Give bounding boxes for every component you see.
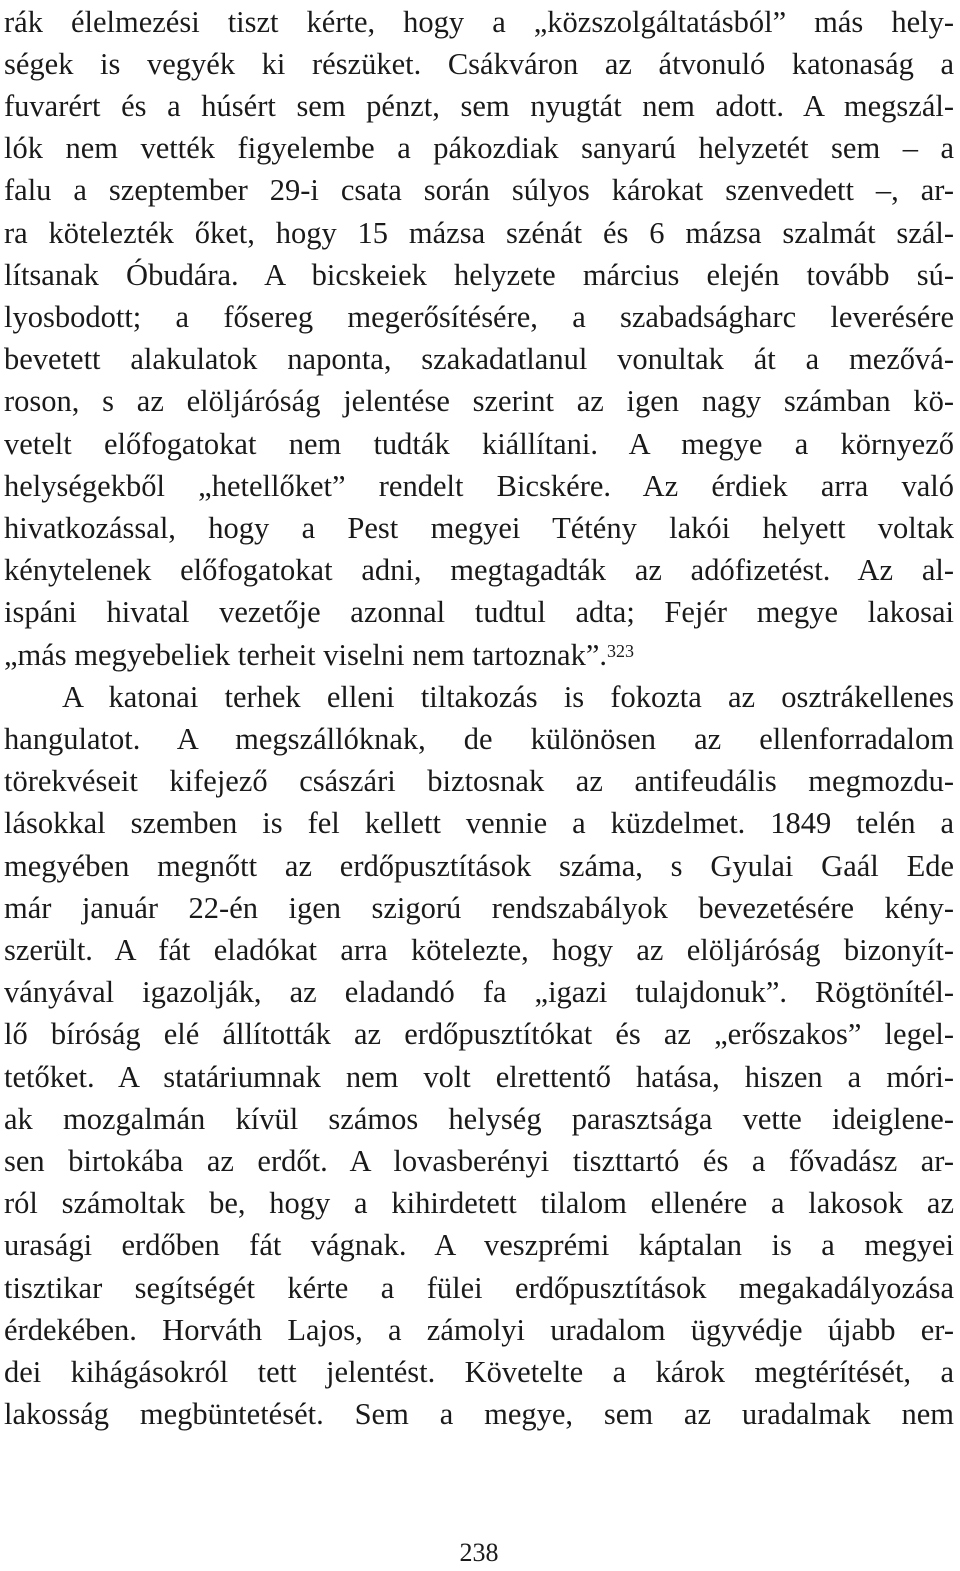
text-line: lyosbodott; a fősereg megerősítésére, a szabadságharc leverésére (4, 300, 954, 334)
document-page (4, 0, 954, 1571)
text-line-indent: A katonai terhek elleni tiltakozás is fokozta az osztrákellenes (62, 680, 954, 714)
text-line: már január 22-én igen szigorú rendszabályok bevezetésére kény- (4, 891, 954, 925)
page-number: 238 (459, 1538, 499, 1567)
text-line: ra kötelezték őket, hogy 15 mázsa szénát és 6 mázsa szalmát szál- (4, 216, 954, 250)
text-line: dei kihágásokról tett jelentést. Követelte a károk megtérítését, a (4, 1355, 954, 1389)
text-line: tisztikar segítségét kérte a fülei erdőpusztítások megakadályozása (4, 1271, 954, 1305)
text-line: lítsanak Óbudára. A bicskeiek helyzete március elején tovább sú- (4, 258, 954, 292)
text-line: vetelt előfogatokat nem tudták kiállítani. A megye a környező (4, 427, 954, 461)
text-line: helységekből „hetellőket” rendelt Bicskére. Az érdiek arra való (4, 469, 954, 503)
text-line: hivatkozással, hogy a Pest megyei Tétény lakói helyett voltak (4, 511, 954, 545)
text-line: törekvéseit kifejező császári biztosnak az antifeudális megmozdu- (4, 764, 954, 798)
text-line: hangulatot. A megszállóknak, de különösen az ellenforradalom (4, 722, 954, 756)
text-line: ak mozgalmán kívül számos helység parasztsága vette ideiglene- (4, 1102, 954, 1136)
text-line: tetőket. A statáriumnak nem volt elrettentő hatása, hiszen a móri- (4, 1060, 954, 1094)
text-line: ványával igazolják, az eladandó fa „igazi tulajdonuk”. Rögtönítél- (4, 975, 954, 1009)
text-line: bevetett alakulatok naponta, szakadatlanul vonultak át a mezővá- (4, 342, 954, 376)
text-line: érdekében. Horváth Lajos, a zámolyi uradalom ügyvédje újabb er- (4, 1313, 954, 1347)
text-line: urasági erdőben fát vágnak. A veszprémi káptalan is a megyei (4, 1228, 954, 1262)
text-line: ségek is vegyék ki részüket. Csákváron az átvonuló katonaság a (4, 47, 954, 81)
text-line: roson, s az elöljáróság jelentése szerint az igen nagy számban kö- (4, 384, 954, 418)
text-line-content: „más megyebeliek terheit viselni nem tartoznak”. (4, 638, 607, 672)
text-line: falu a szeptember 29-i csata során súlyos károkat szenvedett –, ar- (4, 173, 954, 207)
text-line: lásokkal szemben is fel kellett vennie a küzdelmet. 1849 telén a (4, 806, 954, 840)
text-line: sen birtokába az erdőt. A lovasberényi tiszttartó és a fővadász ar- (4, 1144, 954, 1178)
text-line: lő bíróság elé állították az erdőpusztítókat és az „erőszakos” legel- (4, 1017, 954, 1051)
text-line: fuvarért és a húsért sem pénzt, sem nyugtát nem adott. A megszál- (4, 89, 954, 123)
text-line-last (4, 633, 954, 677)
text-line: kénytelenek előfogatokat adni, megtagadták az adófizetést. Az al- (4, 553, 954, 587)
text-line: szerült. A fát eladókat arra kötelezte, hogy az elöljáróság bizonyít- (4, 933, 954, 967)
text-line: rák élelmezési tiszt kérte, hogy a „közszolgáltatásból” más hely- (4, 5, 954, 39)
text-line: ispáni hivatal vezetője azonnal tudtul adta; Fejér megye lakosai (4, 595, 954, 629)
text-line: lók nem vették figyelembe a pákozdiak sanyarú helyzetét sem – a (4, 131, 954, 165)
text-line: megyében megnőtt az erdőpusztítások száma, s Gyulai Gaál Ede (4, 849, 954, 883)
text-line: lakosság megbüntetését. Sem a megye, sem az uradalmak nem (4, 1397, 954, 1431)
footnote-ref: 323 (607, 641, 634, 661)
text-line: ról számoltak be, hogy a kihirdetett tilalom ellenére a lakosok az (4, 1186, 954, 1220)
